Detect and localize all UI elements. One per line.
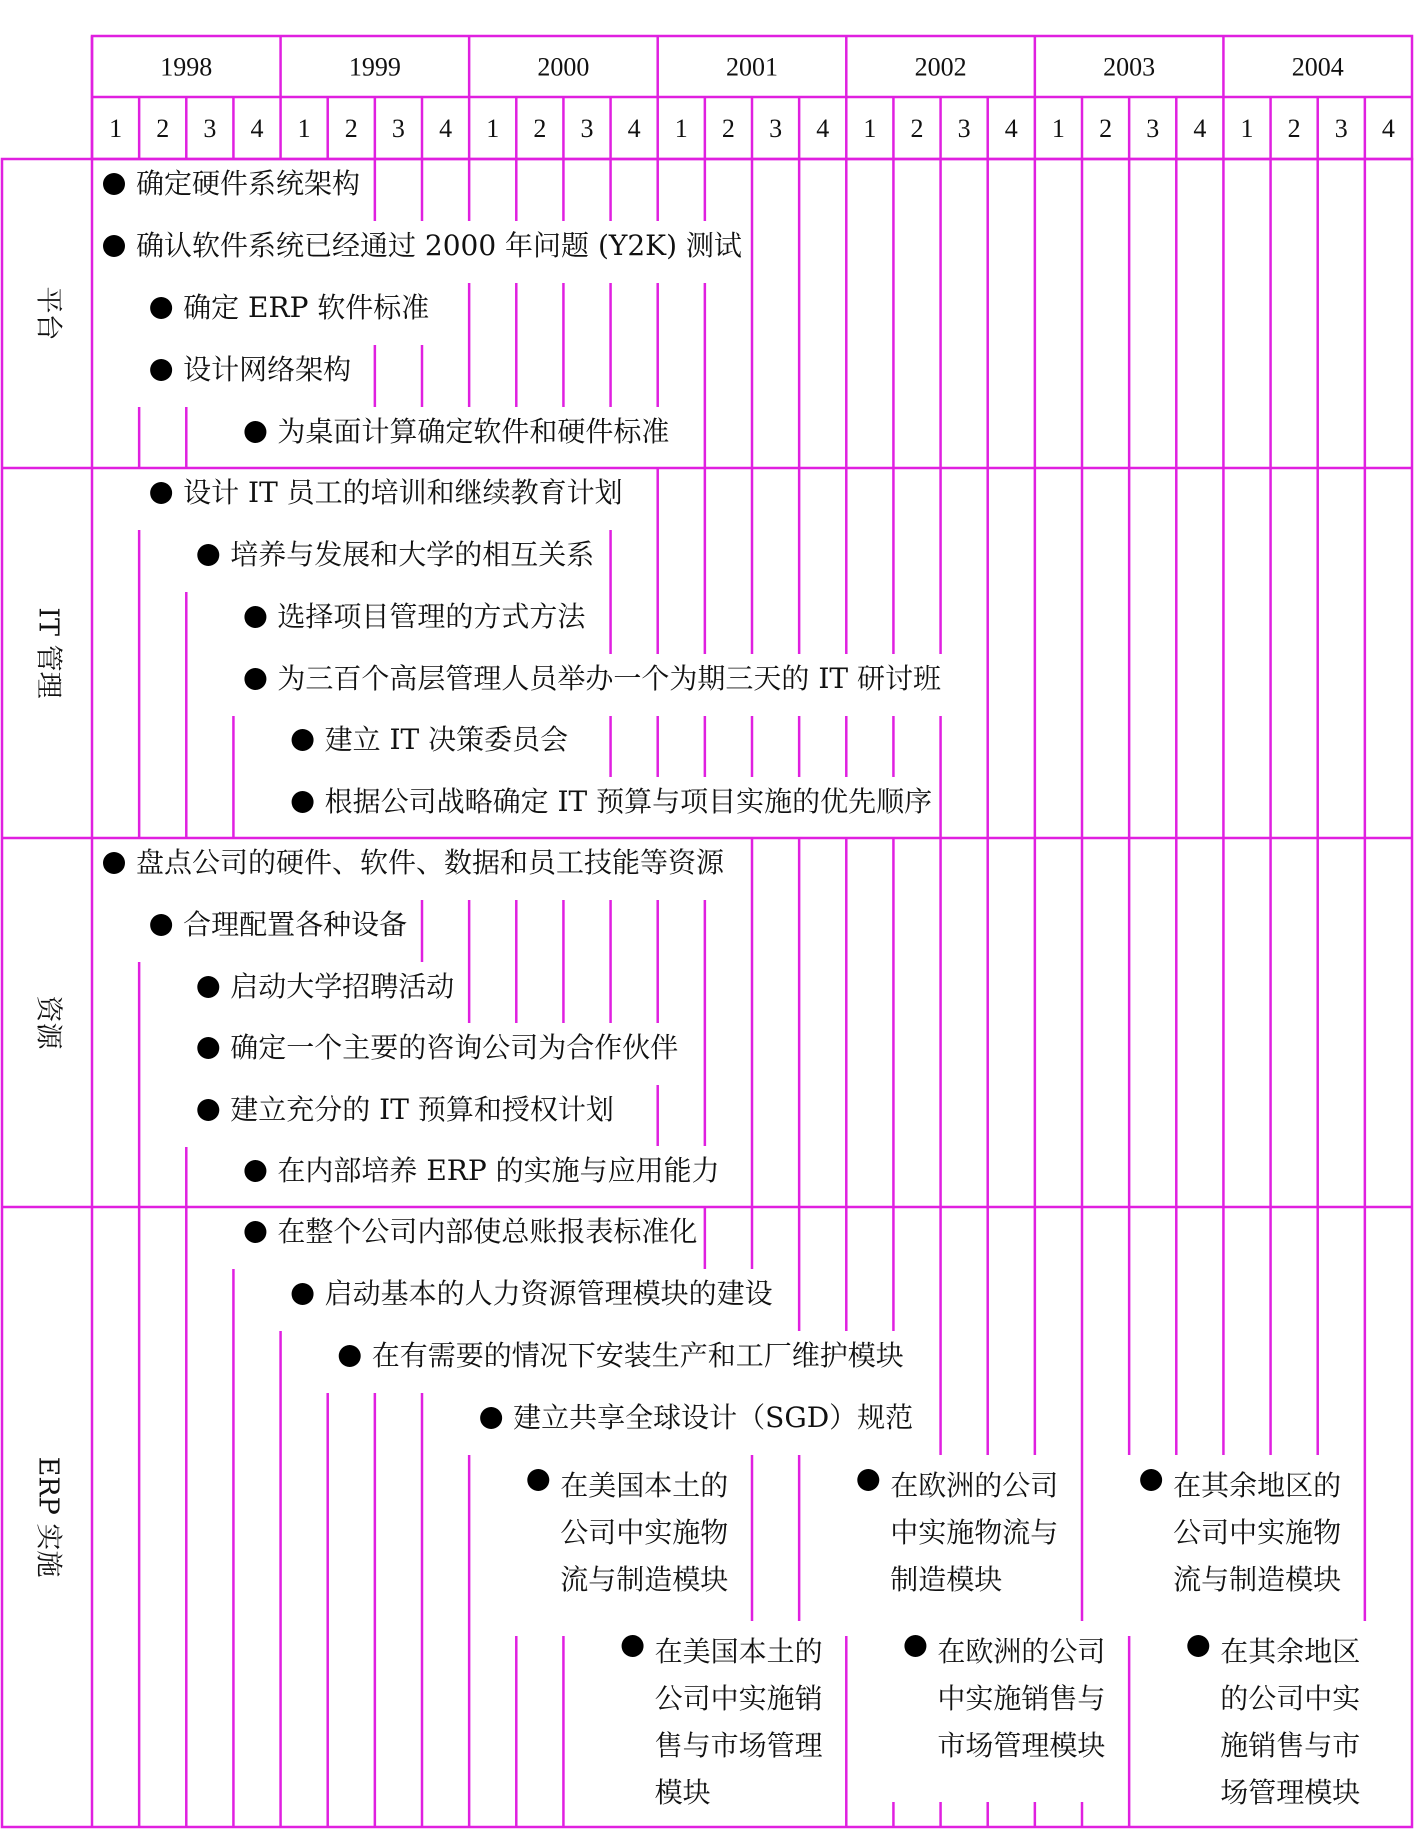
task-item	[244, 1215, 697, 1248]
task-bullet	[197, 1099, 219, 1121]
task-label: 启动基本的人力资源管理模块的建设	[324, 1277, 773, 1310]
year-label: 2000	[537, 52, 590, 82]
quarter-label: 2	[533, 114, 547, 143]
task-bullet	[292, 791, 314, 813]
task-bullet	[197, 976, 219, 998]
year-label: 2004	[1291, 52, 1344, 82]
task-label: 盘点公司的硬件、软件、数据和员工技能等资源	[136, 846, 725, 879]
task-item	[857, 1469, 1058, 1596]
quarter-label: 4	[627, 114, 641, 143]
quarter-label: 2	[1099, 114, 1113, 143]
quarter-label: 2	[1287, 114, 1301, 143]
task-label: 中实施物流与	[890, 1516, 1059, 1549]
task-label: 在其余地区	[1220, 1635, 1361, 1668]
quarter-label: 1	[109, 114, 123, 143]
quarter-label: 1	[1240, 114, 1254, 143]
task-bullet	[244, 606, 266, 628]
task-label: 在欧洲的公司	[890, 1469, 1059, 1502]
task-item	[480, 1401, 913, 1434]
task-label: 市场管理模块	[937, 1729, 1106, 1762]
section-label: 平台	[32, 286, 64, 341]
task-label: 售与市场管理	[654, 1729, 823, 1762]
quarter-label: 3	[1146, 114, 1160, 143]
task-label: 中实施销售与	[937, 1682, 1106, 1715]
year-label: 2003	[1103, 52, 1156, 82]
task-item	[1140, 1469, 1341, 1596]
task-bullet	[150, 359, 172, 381]
quarter-label: 4	[1381, 114, 1395, 143]
task-bullet	[244, 1160, 266, 1182]
task-bullet	[150, 914, 172, 936]
task-bullet	[292, 729, 314, 751]
task-item	[622, 1635, 823, 1809]
task-item	[339, 1339, 904, 1372]
task-bullet	[197, 1037, 219, 1059]
task-label: 的公司中实	[1220, 1682, 1361, 1715]
task-bullet	[527, 1469, 549, 1491]
task-label: 根据公司战略确定 IT 预算与项目实施的优先顺序	[324, 785, 933, 818]
task-label: 确认软件系统已经通过 2000 年问题 (Y2K) 测试	[136, 229, 742, 262]
task-label: 确定硬件系统架构	[136, 167, 361, 200]
task-bullet	[292, 1283, 314, 1305]
task-bullet	[103, 852, 125, 874]
section-label: ERP 实施	[32, 1456, 64, 1578]
task-bullet	[622, 1635, 644, 1657]
quarter-label: 4	[816, 114, 830, 143]
quarter-label: 1	[674, 114, 688, 143]
task-label: 流与制造模块	[560, 1563, 729, 1596]
task-bullet	[857, 1469, 879, 1491]
quarter-label: 1	[1051, 114, 1065, 143]
task-item	[103, 229, 742, 262]
task-label: 施销售与市	[1220, 1729, 1361, 1762]
task-label: 建立充分的 IT 预算和授权计划	[230, 1093, 614, 1126]
task-label: 确定一个主要的咨询公司为合作伙伴	[230, 1031, 679, 1064]
task-bullet	[904, 1635, 926, 1657]
quarter-label: 4	[250, 114, 264, 143]
task-label: 选择项目管理的方式方法	[277, 600, 586, 633]
task-label: 公司中实施物	[560, 1516, 729, 1549]
task-item	[197, 970, 454, 1003]
task-bullet	[150, 482, 172, 504]
task-item	[150, 476, 623, 509]
quarter-label: 4	[1004, 114, 1018, 143]
task-bullet	[244, 421, 266, 443]
task-bullet	[103, 235, 125, 257]
task-label: 合理配置各种设备	[183, 908, 408, 941]
task-label: 为三百个高层管理人员举办一个为期三天的 IT 研讨班	[277, 662, 941, 695]
task-item	[244, 415, 669, 448]
task-label: 流与制造模块	[1173, 1563, 1342, 1596]
task-item	[292, 723, 569, 756]
task-item	[244, 662, 941, 695]
task-item	[244, 600, 586, 633]
task-bullet	[244, 1221, 266, 1243]
year-label: 1999	[348, 52, 401, 82]
quarter-label: 4	[439, 114, 453, 143]
task-label: 模块	[654, 1776, 711, 1809]
task-label: 在美国本土的	[560, 1469, 729, 1502]
task-bullet	[197, 544, 219, 566]
task-bullet	[339, 1345, 361, 1367]
task-item	[904, 1635, 1105, 1762]
quarter-label: 3	[1334, 114, 1348, 143]
task-bullet	[244, 668, 266, 690]
task-label: 设计 IT 员工的培训和继续教育计划	[183, 476, 623, 509]
quarter-label: 2	[344, 114, 358, 143]
year-label: 1998	[160, 52, 213, 82]
task-item	[292, 785, 933, 818]
task-bullet	[1187, 1635, 1209, 1657]
quarter-label: 3	[957, 114, 971, 143]
task-bullet	[103, 173, 125, 195]
task-item	[1187, 1635, 1360, 1809]
quarter-label: 3	[203, 114, 217, 143]
task-label: 公司中实施销	[654, 1682, 823, 1715]
task-label: 在欧洲的公司	[937, 1635, 1106, 1668]
year-label: 2001	[726, 52, 778, 82]
task-label: 建立共享全球设计（SGD）规范	[513, 1401, 914, 1434]
task-item	[527, 1469, 728, 1596]
section-label: 资源	[32, 995, 64, 1050]
task-label: 场管理模块	[1220, 1776, 1361, 1809]
task-label: 在整个公司内部使总账报表标准化	[277, 1215, 698, 1248]
task-label: 在有需要的情况下安装生产和工厂维护模块	[371, 1339, 904, 1372]
task-item	[150, 908, 407, 941]
quarter-label: 3	[769, 114, 783, 143]
task-item	[197, 1093, 614, 1126]
quarter-label: 4	[1193, 114, 1207, 143]
task-item	[103, 167, 360, 200]
task-label: 在内部培养 ERP 的实施与应用能力	[277, 1154, 720, 1187]
quarter-label: 2	[156, 114, 170, 143]
quarter-label: 1	[486, 114, 500, 143]
section-label: IT 管理	[32, 607, 64, 699]
task-label: 培养与发展和大学的相互关系	[230, 538, 595, 571]
quarter-label: 1	[297, 114, 311, 143]
task-item	[197, 1031, 678, 1064]
task-label: 确定 ERP 软件标准	[183, 291, 430, 324]
quarter-label: 2	[910, 114, 924, 143]
task-item	[150, 353, 351, 386]
task-label: 为桌面计算确定软件和硬件标准	[277, 415, 670, 448]
quarter-label: 2	[721, 114, 735, 143]
task-label: 制造模块	[890, 1563, 1003, 1596]
task-bullet	[480, 1407, 502, 1429]
task-label: 建立 IT 决策委员会	[324, 723, 569, 756]
task-label: 设计网络架构	[183, 353, 352, 386]
task-label: 在美国本土的	[654, 1635, 823, 1668]
year-label: 2002	[914, 52, 967, 82]
task-item	[244, 1154, 719, 1187]
task-item	[197, 538, 594, 571]
quarter-label: 1	[863, 114, 877, 143]
quarter-label: 3	[391, 114, 405, 143]
task-bullet	[150, 297, 172, 319]
task-item	[150, 291, 429, 324]
quarter-label: 3	[580, 114, 594, 143]
task-item	[103, 846, 725, 879]
task-label: 在其余地区的	[1173, 1469, 1342, 1502]
task-label: 启动大学招聘活动	[230, 970, 455, 1003]
task-label: 公司中实施物	[1173, 1516, 1342, 1549]
task-bullet	[1140, 1469, 1162, 1491]
task-item	[292, 1277, 773, 1310]
